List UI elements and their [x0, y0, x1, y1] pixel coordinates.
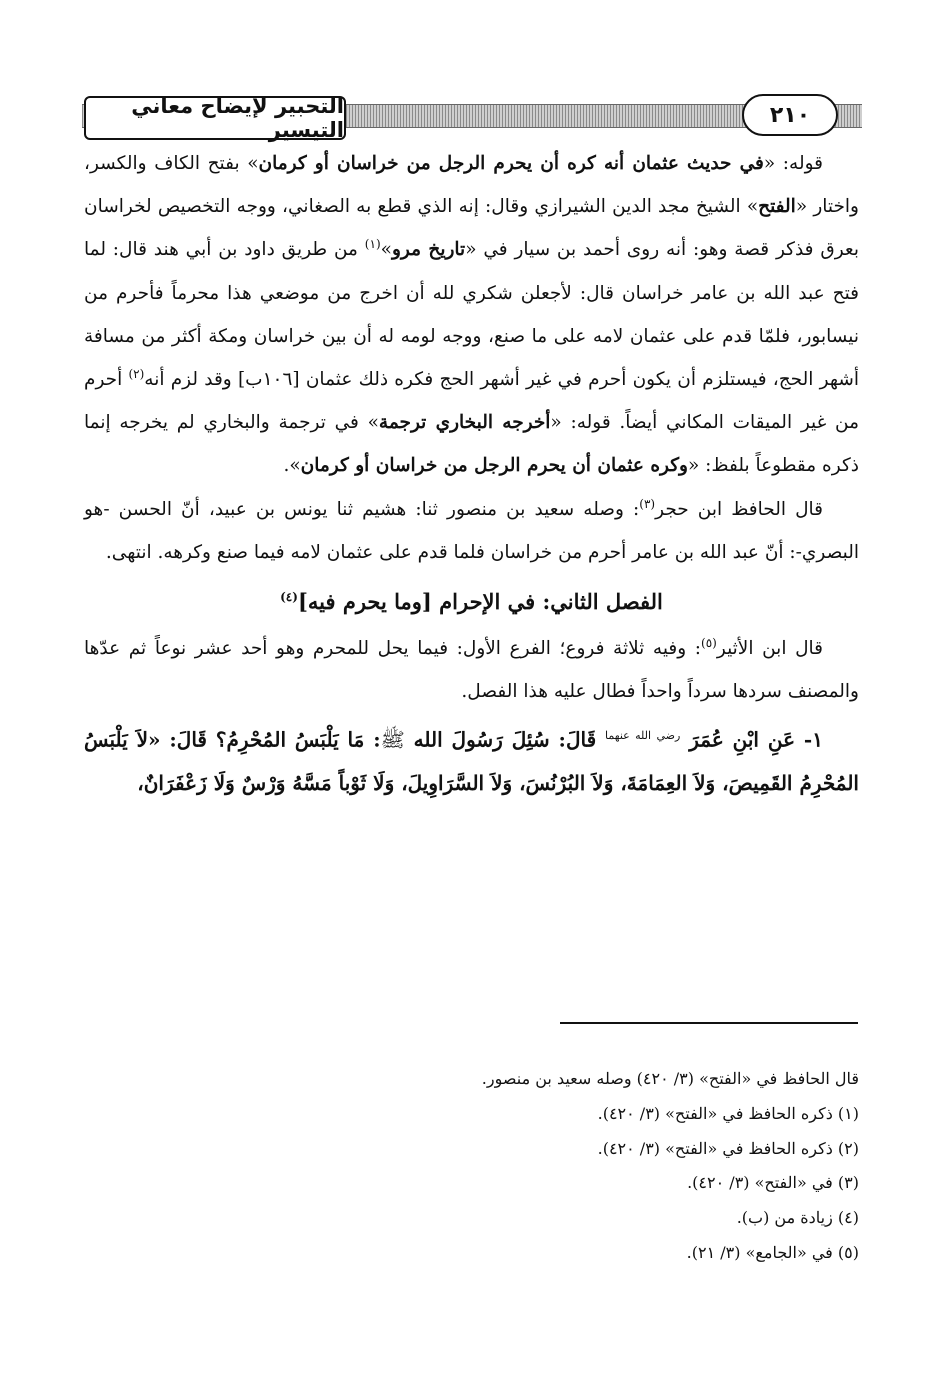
text-run: » في ترجمة والبخاري لم يخرجه إنما ذكره مقطوعاً بلفظ: « — [84, 412, 859, 477]
quoted-phrase: في حديث عثمان أنه كره أن يحرم الرجل من خراسان أو كرمان — [258, 153, 764, 174]
quoted-phrase: أخرجه البخاري ترجمة — [378, 412, 551, 434]
paragraph-3 — [84, 627, 859, 713]
text-run: قال ابن الأثير — [716, 638, 823, 660]
book-reference: تاريخ مرو — [391, 239, 466, 261]
section-heading — [84, 580, 859, 623]
page-number: ٢١٠ — [742, 94, 838, 136]
footnote-ref-1: (١) — [364, 237, 381, 252]
hadith-text — [84, 714, 859, 805]
footnote-line: (١) ذكره الحافظ في «الفتح» (٣/ ٤٢٠). — [597, 1103, 859, 1123]
page-header — [82, 94, 862, 144]
main-text — [84, 142, 859, 805]
footnote-line: قال الحافظ في «الفتح» (٣/ ٤٢٠) وصله سعيد بن منصور. — [481, 1069, 859, 1088]
quoted-phrase: وكره عثمان أن يحرم الرجل من خراسان أو كرمان — [300, 455, 688, 477]
text-run: ». — [283, 455, 301, 477]
footnote-ref-4: (٤) — [280, 590, 298, 605]
text-run: قوله: « — [763, 153, 823, 174]
honorific-glyph: ﷺ — [380, 727, 405, 752]
footnote-line: (٥) في «الجامع» (٣/ ٢١). — [686, 1242, 859, 1262]
text-run: قال الحافظ ابن حجر — [655, 498, 824, 520]
footnote-line: (٣) في «الفتح» (٣/ ٤٢٠). — [687, 1173, 859, 1193]
footnote-ref-5: (٥) — [701, 636, 717, 651]
text-run: » الشيخ مجد الدين الشيرازي وقال: إنه الذي قطع به الصغاني، ووجه التخصيص لخراسان بعرق فذكر قصة وهو: أنه روى أحمد بن سيار في « — [84, 196, 859, 261]
book-title: التحبير لإيضاح معاني التيسير — [84, 96, 346, 140]
text-run: قَالَ: سُئِلَ رَسُولَ الله — [404, 727, 606, 752]
text-run: » بفتح الكاف والكسر، واختار « — [84, 153, 859, 218]
text-run: أحرم من غير الميقات المكاني أيضاً. قوله: « — [84, 369, 860, 434]
footnote-line: (٤) زيادة من (ب). — [736, 1208, 859, 1228]
footnote-ref-3: (٣) — [639, 496, 656, 511]
paragraph-2 — [84, 488, 859, 574]
text-run: من طريق داود بن أبي هند قال: لما فتح عبد الله بن عامر خراسان قال: لأجعلن شكري لله أن اخرج من موضعي هذا محرماً فأحرم من نيسابور، فلمّا قدم على عثمان لامه على ما صنع، ووجه لومه له أن بين خراسان ومكة أكثر من مسافة أشهر الحج، فيستلزم أن يكون أحرم في غير أشهر الحج فكره ذلك عثمان [١٠٦ب] وقد لزم أنه — [84, 239, 859, 391]
text-run: : وصله سعيد بن منصور ثنا: هشيم ثنا يونس بن عبيد، أنّ الحسن -هو البصري-: أنّ عبد الله بن عامر أحرم من خراسان فلما قدم على عثمان لامه فيما صنع وكرهه. انتهى. — [84, 498, 859, 563]
book-reference: الفتح — [758, 196, 796, 218]
paragraph-1 — [84, 142, 859, 488]
text-run: : وفيه ثلاثة فروع؛ الفرع الأول: فيما يحل للمحرم وهو أحد عشر نوعاً ثم عدّها والمصنف سردها سرداً واحداً فطال عليه هذا الفصل. — [84, 638, 859, 703]
footnote-line: (٢) ذكره الحافظ في «الفتح» (٣/ ٤٢٠). — [597, 1138, 859, 1158]
text-run: » — [380, 239, 392, 261]
honorific-glyph: رضي الله عنهما — [605, 728, 681, 742]
footnote-ref-2: (٢) — [128, 366, 145, 381]
text-run: ١- عَنِ ابْنِ عُمَرَ — [680, 727, 823, 752]
footnote-separator — [560, 1022, 858, 1024]
footnotes — [84, 1062, 859, 1271]
text-run: : مَا يَلْبَسُ المُحْرِمُ؟ قَالَ: «لاَ يَلْبَسُ المُحْرِمُ القَمِيصَ، وَلاَ العِمَامَةَ، وَلاَ البُرْنُسَ، وَلاَ السَّرَاوِيلَ، وَلَا ثَوْباً مَسَّهُ وَرْسٌ وَلَا زَعْفَرَانٌ، — [84, 727, 859, 795]
heading-text: الفصل الثاني: في الإحرام [وما يحرم فيه] — [297, 589, 663, 615]
